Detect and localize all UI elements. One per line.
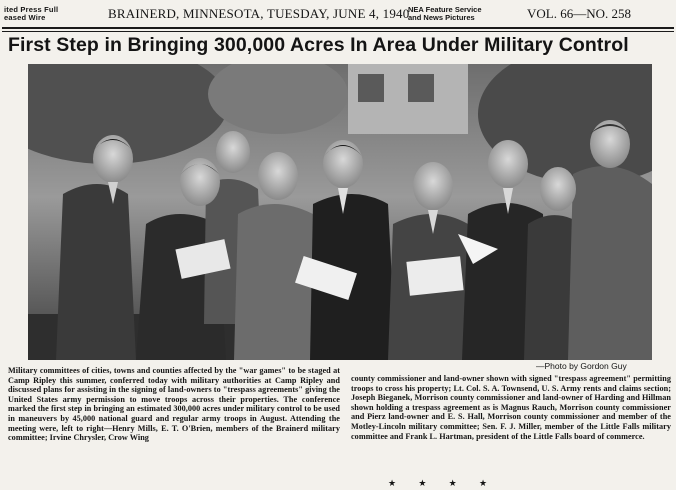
- caption-column-left: Military committees of cities, towns and counties affected by the "war games" to be staged at Camp Ripley this summer, conferred today with military authorities at Camp Ripley and discussed plans for assisting in the signing of land-owners to "trespass agreements" giving the United States army permission to move troops across their properties. The conference marked the first step in bringing an estimated 300,000 acres under military control to be used in maneuvers by 45,000 national guard and regular army troops in August. Attending the meeting were, left to right—Henry Mills, E. T. O'Brien, members of the Brainerd military committee; Irvine Chrysler, Crow Wing: [8, 366, 340, 443]
- volume-number: VOL. 66—NO. 258: [527, 6, 631, 21]
- service-line-2: and News Pictures: [408, 13, 475, 22]
- wire-line-1: ited Press Full: [4, 5, 59, 14]
- masthead-rule-thick: [2, 27, 674, 29]
- feature-service-note: [408, 6, 508, 22]
- caption-column-right: county commissioner and land-owner shown with signed "trespass agreement" permitting troops to cross his property; Lt. Col. S. A. Townsend, U. S. Army rents and claims section; Joseph Bieganek, Morrison county commissioner and land-owner of Harding and Hillman shown holding a trespass agreement as is Magnus Rauch, Morrison county commissioner and Pierz land-owner and E. S. Hall, Morrison county commissioner and member of the Motley-Lincoln military committee; Sen. F. J. Miller, member of the Little Falls military committee and Frank L. Hartman, president of the Little Falls board of commerce.: [351, 374, 671, 441]
- news-photo-illustration: [28, 64, 652, 360]
- footer-ornament: ★ ★ ★ ★: [388, 478, 498, 488]
- service-line-1: NEA Feature Service: [408, 5, 482, 14]
- news-photo: [28, 64, 652, 360]
- photo-credit: —Photo by Gordon Guy: [536, 361, 627, 371]
- wire-service-note: [4, 6, 114, 22]
- dateline: BRAINERD, MINNESOTA, TUESDAY, JUNE 4, 1940: [108, 6, 410, 21]
- masthead-rule-thin: [2, 31, 674, 32]
- headline: First Step in Bringing 300,000 Acres In Area Under Military Control: [8, 34, 629, 56]
- wire-line-2: eased Wire: [4, 13, 46, 22]
